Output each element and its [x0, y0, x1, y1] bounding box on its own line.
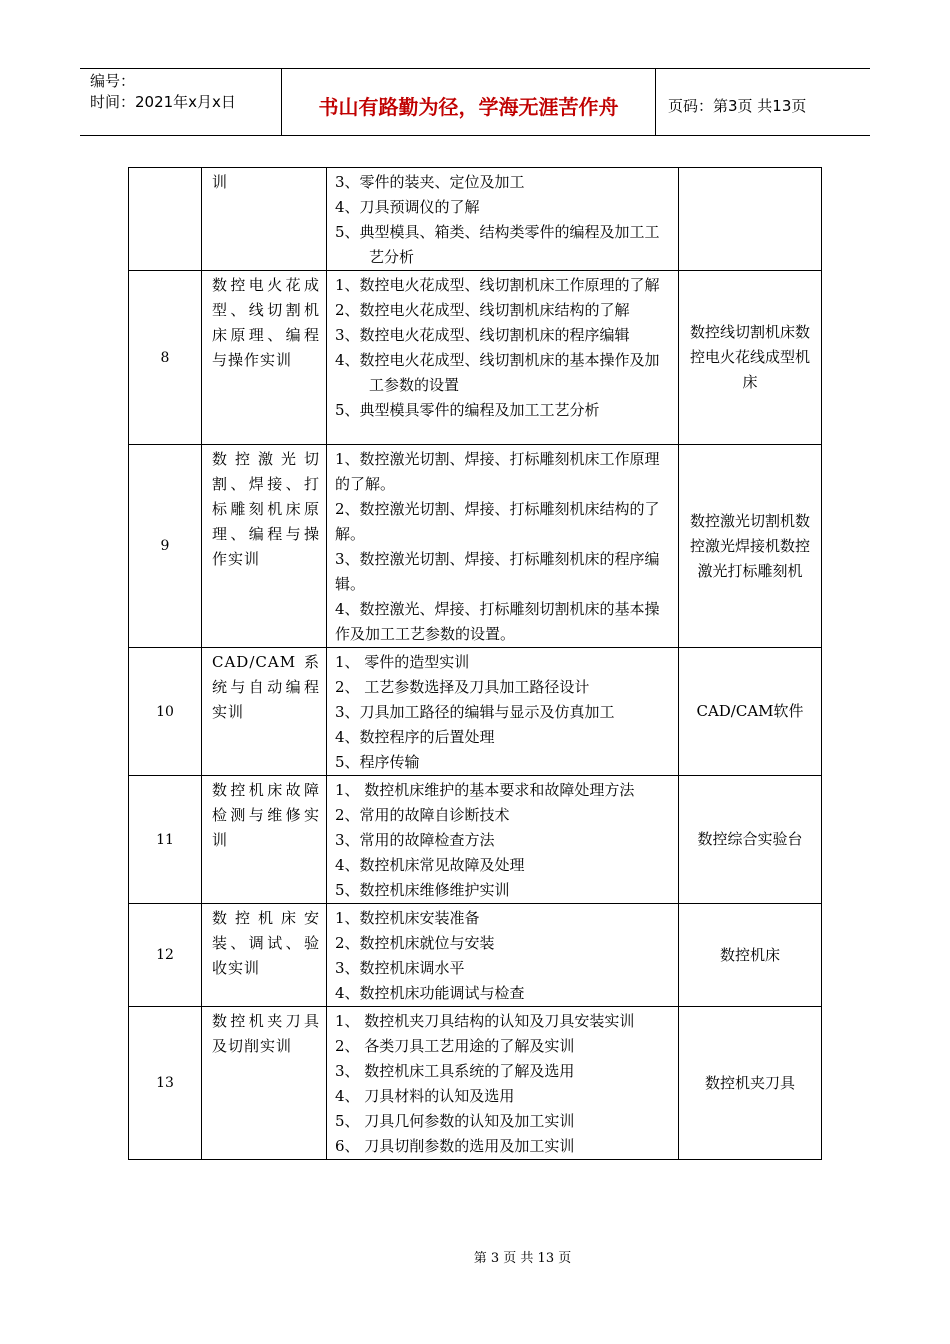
row-number: 13 — [129, 1007, 202, 1160]
table-row — [129, 1007, 822, 1160]
equipment: 数控线切割机床数控电火花线成型机床 — [679, 271, 822, 445]
table-row — [129, 445, 822, 648]
content-item: 5、 刀具几何参数的认知及加工实训 — [335, 1112, 575, 1130]
training-name: 训 — [202, 168, 327, 271]
row-number: 10 — [129, 648, 202, 776]
equipment: 数控激光切割机数控激光焊接机数控激光打标雕刻机 — [679, 445, 822, 648]
content-item: 1、数控激光切割、焊接、打标雕刻机床工作原理的了解。 — [335, 450, 660, 493]
table-row — [129, 776, 822, 904]
page-header — [80, 68, 870, 136]
content-item: 3、刀具加工路径的编辑与显示及仿真加工 — [335, 703, 615, 721]
content-item: 5、程序传输 — [335, 753, 420, 771]
header-meta — [80, 69, 282, 135]
row-number: 12 — [129, 904, 202, 1007]
page-footer: 第 3 页 共 13 页 — [473, 1251, 572, 1266]
content-item: 5、典型模具、箱类、结构类零件的编程及加工工艺分析 — [335, 223, 660, 266]
content-item: 3、数控机床调水平 — [335, 959, 465, 977]
table-row — [129, 904, 822, 1007]
content-item: 1、数控机床安装准备 — [335, 909, 480, 927]
content-item: 2、数控激光切割、焊接、打标雕刻机床结构的了解。 — [335, 500, 660, 543]
content-item: 2、数控机床就位与安装 — [335, 934, 495, 952]
content-item: 5、数控机床维修维护实训 — [335, 881, 510, 899]
equipment: 数控综合实验台 — [679, 776, 822, 904]
row-number: 8 — [129, 271, 202, 445]
training-contents — [327, 168, 679, 271]
content-item: 4、刀具预调仪的了解 — [335, 198, 480, 216]
training-contents — [327, 445, 679, 648]
equipment: CAD/CAM软件 — [679, 648, 822, 776]
table-row — [129, 648, 822, 776]
time-label: 时间：2021年x月x日 — [90, 93, 236, 111]
training-name: 数控机床故障检测与维修实训 — [202, 776, 327, 904]
row-number: 9 — [129, 445, 202, 648]
equipment: 数控机夹刀具 — [679, 1007, 822, 1160]
row-number — [129, 168, 202, 271]
content-item: 1、数控电火花成型、线切割机床工作原理的了解 — [335, 276, 660, 294]
content-item: 1、 数控机夹刀具结构的认知及刀具安装实训 — [335, 1012, 635, 1030]
training-name: 数控机床安装、调试、验收实训 — [202, 904, 327, 1007]
content-item: 1、 数控机床维护的基本要求和故障处理方法 — [335, 781, 635, 799]
header-page-info: 页码：第3页 共13页 — [668, 96, 807, 115]
content-item: 2、常用的故障自诊断技术 — [335, 806, 510, 824]
training-table — [128, 167, 822, 1160]
content-item: 4、数控激光、焊接、打标雕刻切割机床的基本操作及加工工艺参数的设置。 — [335, 600, 660, 643]
equipment — [679, 168, 822, 271]
table-row — [129, 271, 822, 445]
content-item: 2、 工艺参数选择及刀具加工路径设计 — [335, 678, 590, 696]
training-name: 数控机夹刀具及切削实训 — [202, 1007, 327, 1160]
training-contents — [327, 1007, 679, 1160]
training-name: 数控电火花成型、线切割机床原理、编程与操作实训 — [202, 271, 327, 445]
content-item: 4、 刀具材料的认知及选用 — [335, 1087, 515, 1105]
content-item: 4、数控电火花成型、线切割机床的基本操作及加工参数的设置 — [335, 351, 660, 394]
header-motto: 书山有路勤为径，学海无涯苦作舟 — [282, 69, 656, 135]
content-item: 2、数控电火花成型、线切割机床结构的了解 — [335, 301, 630, 319]
content-item: 6、 刀具切削参数的选用及加工实训 — [335, 1137, 575, 1155]
content-item: 4、数控机床常见故障及处理 — [335, 856, 525, 874]
equipment: 数控机床 — [679, 904, 822, 1007]
training-name: 数控激光切割、焊接、打标雕刻机床原理、编程与操作实训 — [202, 445, 327, 648]
content-item: 3、常用的故障检查方法 — [335, 831, 495, 849]
content-item: 3、数控激光切割、焊接、打标雕刻机床的程序编辑。 — [335, 550, 660, 593]
content-item: 4、数控机床功能调试与检查 — [335, 984, 525, 1002]
content-item: 4、数控程序的后置处理 — [335, 728, 495, 746]
code-label: 编号： — [90, 72, 136, 90]
content-item: 2、 各类刀具工艺用途的了解及实训 — [335, 1037, 575, 1055]
content-item: 3、零件的装夹、定位及加工 — [335, 173, 525, 191]
content-item: 3、 数控机床工具系统的了解及选用 — [335, 1062, 575, 1080]
training-table-body — [129, 168, 822, 1160]
content-item: 3、数控电火花成型、线切割机床的程序编辑 — [335, 326, 630, 344]
training-contents — [327, 776, 679, 904]
table-row — [129, 168, 822, 271]
content-item: 5、典型模具零件的编程及加工工艺分析 — [335, 401, 600, 419]
training-contents — [327, 271, 679, 445]
training-name: CAD/CAM系统与自动编程实训 — [202, 648, 327, 776]
training-contents — [327, 904, 679, 1007]
row-number: 11 — [129, 776, 202, 904]
content-item: 1、 零件的造型实训 — [335, 653, 470, 671]
training-contents — [327, 648, 679, 776]
